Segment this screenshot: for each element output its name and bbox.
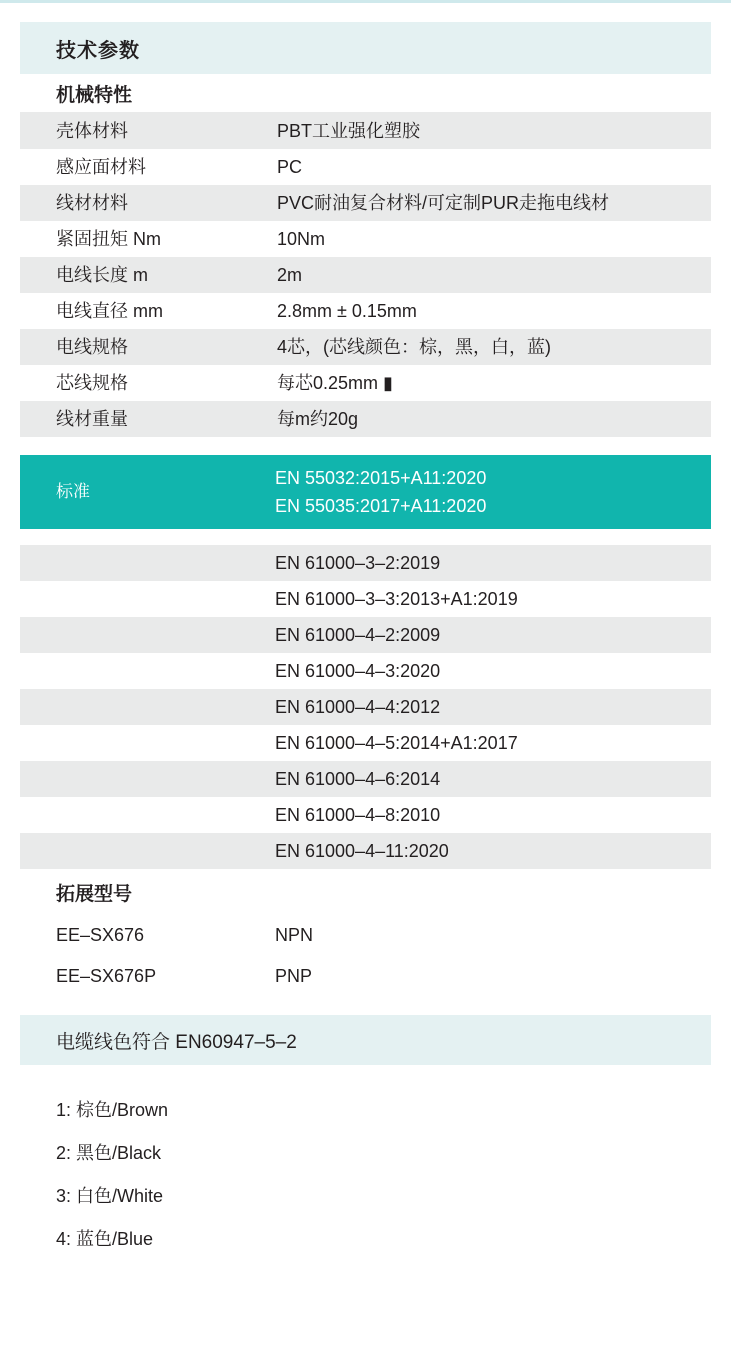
standard-item: EN 55032:2015+A11:2020 — [275, 468, 487, 488]
standard-item: EN 61000–4–8:2010 — [275, 805, 441, 825]
table-row — [20, 956, 711, 997]
standard-item: EN 61000–3–2:2019 — [275, 553, 441, 573]
row-value: 2.8mm ± 0.15mm — [277, 301, 417, 321]
standard-item: EN 61000–4–2:2009 — [275, 625, 441, 645]
table-row — [20, 761, 711, 797]
list-item: 1: 棕色/Brown — [56, 1099, 169, 1120]
table-row — [20, 185, 711, 221]
row-label: 芯线规格 — [56, 373, 128, 393]
table-row — [20, 725, 711, 761]
list-item: 3: 白色/White — [56, 1185, 164, 1206]
spacer — [20, 1259, 711, 1299]
spacer — [20, 529, 711, 545]
section-header-extension — [20, 869, 711, 915]
row-label: 紧固扭矩 Nm — [56, 229, 161, 249]
model-type: PNP — [275, 966, 313, 986]
table-row — [20, 329, 711, 365]
list-item: 4: 蓝色/Blue — [56, 1228, 154, 1249]
table-row — [20, 149, 711, 185]
table-row — [20, 221, 711, 257]
spec-sheet — [20, 22, 711, 1299]
cable-color-band — [20, 1015, 711, 1065]
page-title: 技术参数 — [56, 39, 140, 62]
row-value: 每芯0.25mm ▮ — [277, 373, 393, 393]
table-row — [20, 113, 711, 149]
standards-label: 标准 — [56, 482, 90, 501]
row-label: 电线直径 mm — [56, 301, 163, 321]
table-row — [20, 689, 711, 725]
row-value: PVC耐油复合材料/可定制PUR走拖电线材 — [277, 193, 610, 213]
spec-title-band — [20, 22, 711, 74]
table-row — [20, 257, 711, 293]
spacer — [20, 437, 711, 455]
standard-item: EN 55035:2017+A11:2020 — [275, 496, 487, 516]
model-type: NPN — [275, 925, 314, 945]
table-row — [20, 915, 711, 956]
table-row — [20, 617, 711, 653]
table-row — [20, 833, 711, 869]
section-title: 拓展型号 — [56, 883, 133, 905]
section-header-mechanical — [20, 74, 711, 113]
row-value: 4芯，(芯线颜色：棕，黑，白，蓝) — [277, 337, 551, 357]
standard-item: EN 61000–3–3:2013+A1:2019 — [275, 589, 518, 609]
wire-color-list — [20, 1065, 711, 1259]
cable-color-title: 电缆线色符合 EN60947–5–2 — [56, 1031, 297, 1053]
list-item: 2: 黑色/Black — [56, 1142, 162, 1163]
row-value: 每m约20g — [277, 409, 359, 429]
table-row — [20, 653, 711, 689]
row-label: 电线长度 m — [56, 265, 148, 285]
row-value: PBT工业强化塑胶 — [277, 121, 421, 141]
model-name: EE–SX676 — [56, 925, 145, 945]
row-value: 2m — [277, 265, 303, 285]
standard-item: EN 61000–4–4:2012 — [275, 697, 441, 717]
table-row — [20, 581, 711, 617]
standards-highlight-values — [275, 464, 711, 520]
table-row — [20, 293, 711, 329]
table-row — [20, 797, 711, 833]
standard-item: EN 61000–4–5:2014+A1:2017 — [275, 733, 518, 753]
table-row — [20, 365, 711, 401]
section-title: 机械特性 — [56, 84, 133, 106]
table-row — [20, 545, 711, 581]
row-label: 线材材料 — [56, 193, 128, 213]
table-row — [20, 401, 711, 437]
row-label: 电线规格 — [56, 337, 128, 357]
standard-item: EN 61000–4–3:2020 — [275, 661, 441, 681]
standard-item: EN 61000–4–6:2014 — [275, 769, 441, 789]
row-label: 壳体材料 — [56, 121, 128, 141]
model-name: EE–SX676P — [56, 966, 157, 986]
row-label: 线材重量 — [56, 409, 128, 429]
row-value: 10Nm — [277, 229, 326, 249]
standard-item: EN 61000–4–11:2020 — [275, 841, 449, 861]
row-label: 感应面材料 — [56, 157, 146, 177]
standards-highlight-block — [20, 455, 711, 529]
top-rule — [0, 0, 731, 3]
row-value: PC — [277, 157, 303, 177]
